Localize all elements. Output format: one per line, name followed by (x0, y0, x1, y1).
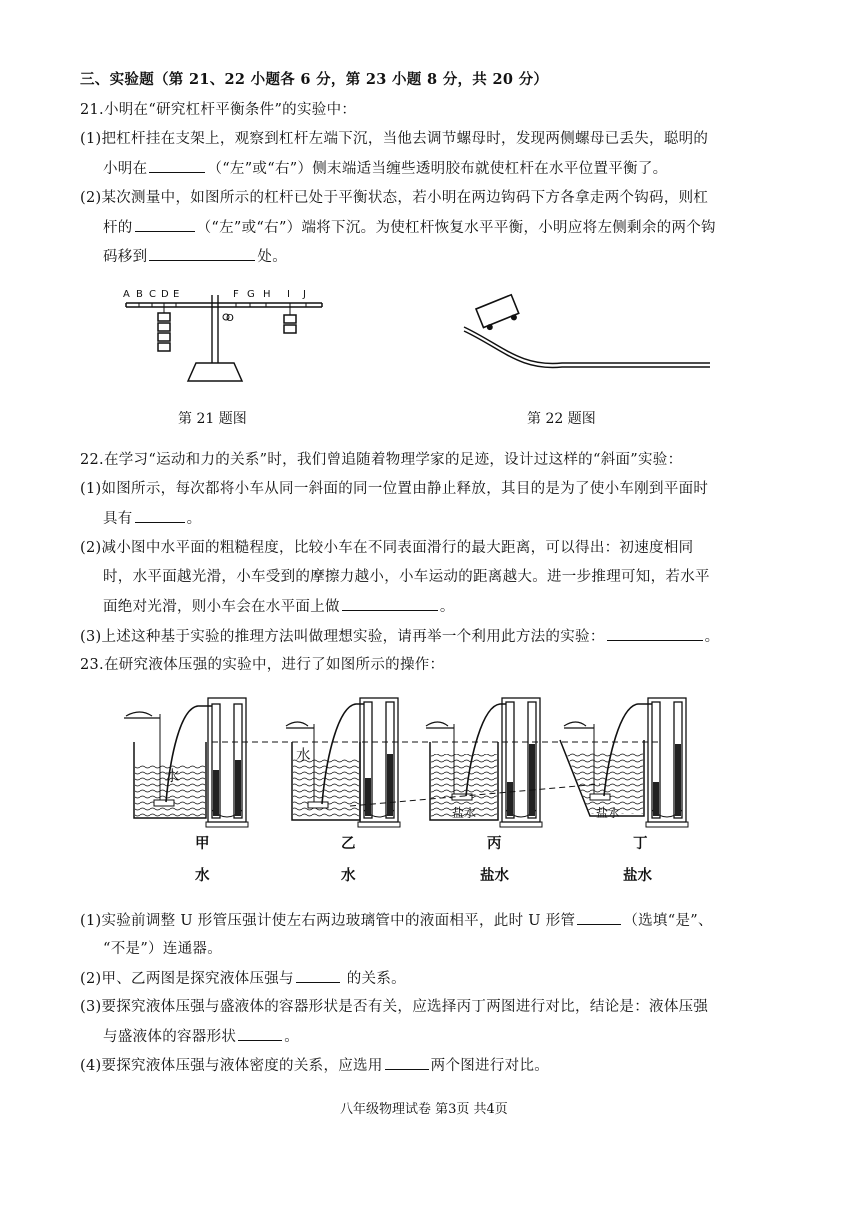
figure-jia (124, 698, 248, 827)
figure-jia-liquid: 水 (195, 867, 210, 884)
q23-part2-text-a: (2)甲、乙两图是探究液体压强与 (80, 971, 294, 987)
cart-icon (476, 295, 521, 332)
q21-stem: 21.小明在“研究杠杆平衡条件”的实验中： (80, 102, 357, 118)
q21-figure-caption: 第 21 题图 (178, 411, 247, 427)
q21-blank-2[interactable] (135, 217, 195, 232)
lever-letter-b: B (136, 289, 143, 300)
q21-part1-text-a: 小明在 (103, 161, 148, 177)
q21-part1-line1: (1)把杠杆挂在支架上，观察到杠杆左端下沉，当他去调节螺母时，发现两侧螺母已丢失，聪明的 (80, 131, 709, 147)
q23-blank-4[interactable] (385, 1055, 429, 1070)
pivot-label: O (226, 313, 234, 324)
q23-part2-line (80, 968, 406, 989)
section-title: 三、实验题（第 21、22 小题各 6 分，第 23 小题 8 分，共 20 分） (80, 71, 549, 88)
lever-letter-h: H (263, 289, 271, 300)
figure-yi-inner-label: 水 (296, 748, 311, 764)
left-hook-weights (158, 313, 170, 351)
figure-ding-inner-label: 盐水 (596, 806, 621, 820)
q22-part2-text-b: 。 (439, 599, 455, 615)
q21-part2-line3 (103, 246, 287, 267)
q22-part3-text-b: 。 (704, 629, 720, 645)
page-footer: 八年级物理试卷 第3页 共4页 (340, 1102, 508, 1117)
q22-part1-text-b: 。 (186, 511, 202, 527)
q22-part1-text-a: 具有 (103, 511, 133, 527)
q23-blank-2[interactable] (296, 968, 340, 983)
q23-part3-text-b: 。 (284, 1029, 300, 1045)
q21-part2-line1: (2)某次测量中，如图所示的杠杆已处于平衡状态，若小明在两边钩码下方各拿走两个钩码，则杠 (80, 190, 709, 206)
lever-letter-c: C (149, 289, 156, 300)
lever-figure (120, 283, 340, 388)
figure-ding-label: 丁 (633, 835, 648, 852)
lever-letter-d: D (161, 289, 169, 300)
figure-bing-label: 丙 (487, 835, 502, 852)
q22-blank-1[interactable] (135, 508, 185, 523)
q23-part1-text-a: (1)实验前调整 U 形管压强计使左右两边玻璃管中的液面相平，此时 U 形管 (80, 913, 576, 929)
q22-part1-line1: (1)如图所示，每次都将小车从同一斜面的同一位置由静止释放，其目的是为了使小车刚到平面时 (80, 481, 709, 497)
q22-part3-line (80, 626, 719, 647)
q22-blank-3[interactable] (607, 626, 703, 641)
q21-part2-text-a: 杆的 (103, 220, 133, 236)
lever-letter-g: G (247, 289, 255, 300)
incline-figure (462, 305, 712, 365)
figure-yi-label: 乙 (341, 835, 356, 852)
q22-part3-text-a: (3)上述这种基于实验的推理方法叫做理想实验，请再举一个利用此方法的实验： (80, 629, 605, 645)
q22-part2-line3 (103, 596, 455, 617)
figure-ding-liquid: 盐水 (623, 867, 652, 884)
q21-part2-text-b: （“左”或“右”）端将下沉。为使杠杆恢复水平平衡，小明应将左侧剩余的两个钩 (196, 220, 716, 236)
q23-stem: 23.在研究液体压强的实验中，进行了如图所示的操作： (80, 657, 445, 673)
q23-blank-3[interactable] (238, 1026, 282, 1041)
figure-yi-liquid: 水 (341, 867, 356, 884)
q22-stem: 22.在学习“运动和力的关系”时，我们曾追随着物理学家的足迹，设计过这样的“斜面”实验： (80, 452, 683, 468)
liquid-pressure-figures (120, 698, 760, 828)
lever-letter-a: A (123, 289, 130, 300)
q22-figure-caption: 第 22 题图 (527, 411, 596, 427)
q21-part1-line2 (103, 158, 667, 179)
q23-part1-text-b: （选填“是”、 (623, 913, 713, 929)
figure-bing (426, 698, 542, 827)
lever-letters (123, 289, 306, 300)
q22-part2-text-a: 面绝对光滑，则小车会在水平面上做 (103, 599, 340, 615)
q21-part2-line2 (103, 217, 716, 238)
lever-letter-e: E (173, 289, 180, 300)
figure-bing-liquid: 盐水 (480, 867, 509, 884)
lever-letter-f: F (233, 289, 239, 300)
q23-part1-line2: “不是”）连通器。 (103, 941, 223, 957)
q23-part3-line2 (103, 1026, 299, 1047)
figure-jia-label: 甲 (195, 835, 210, 852)
q23-part4-line (80, 1055, 549, 1076)
q22-part1-line2 (103, 508, 201, 529)
q21-blank-1[interactable] (149, 158, 205, 173)
q23-part3-text-a: 与盛液体的容器形状 (103, 1029, 237, 1045)
right-hook-weights (284, 315, 296, 333)
figure-bing-inner-label: 盐水 (452, 806, 477, 820)
q23-part4-text-b: 两个图进行对比。 (430, 1058, 550, 1074)
q22-blank-2[interactable] (342, 596, 438, 611)
q22-part2-line2: 时，水平面越光滑，小车受到的摩擦力越小，小车运动的距离越大。进一步推理可知，若水平 (103, 569, 710, 585)
q23-part4-text-a: (4)要探究液体压强与液体密度的关系，应选用 (80, 1058, 383, 1074)
lever-letter-j: J (303, 289, 306, 300)
figure-ding (560, 698, 688, 827)
q23-blank-1[interactable] (577, 910, 621, 925)
figure-jia-inner-label: 水 (165, 769, 180, 785)
q21-part2-text-c: 码移到 (103, 249, 148, 265)
q23-part1-line1 (80, 910, 713, 931)
q21-part2-text-d: 处。 (257, 249, 288, 265)
q23-part2-text-b: 的关系。 (341, 971, 406, 987)
q22-part2-line1: (2)减小图中水平面的粗糙程度，比较小车在不同表面滑行的最大距离，可以得出：初速度相同 (80, 540, 694, 556)
q21-part1-text-b: （“左”或“右”）侧末端适当缠些透明胶布就使杠杆在水平位置平衡了。 (207, 161, 668, 177)
q23-part3-line1: (3)要探究液体压强与盛液体的容器形状是否有关，应选择丙丁两图进行对比，结论是：液体压强 (80, 999, 709, 1015)
q21-blank-3[interactable] (149, 246, 255, 261)
lever-letter-i: I (287, 289, 290, 300)
